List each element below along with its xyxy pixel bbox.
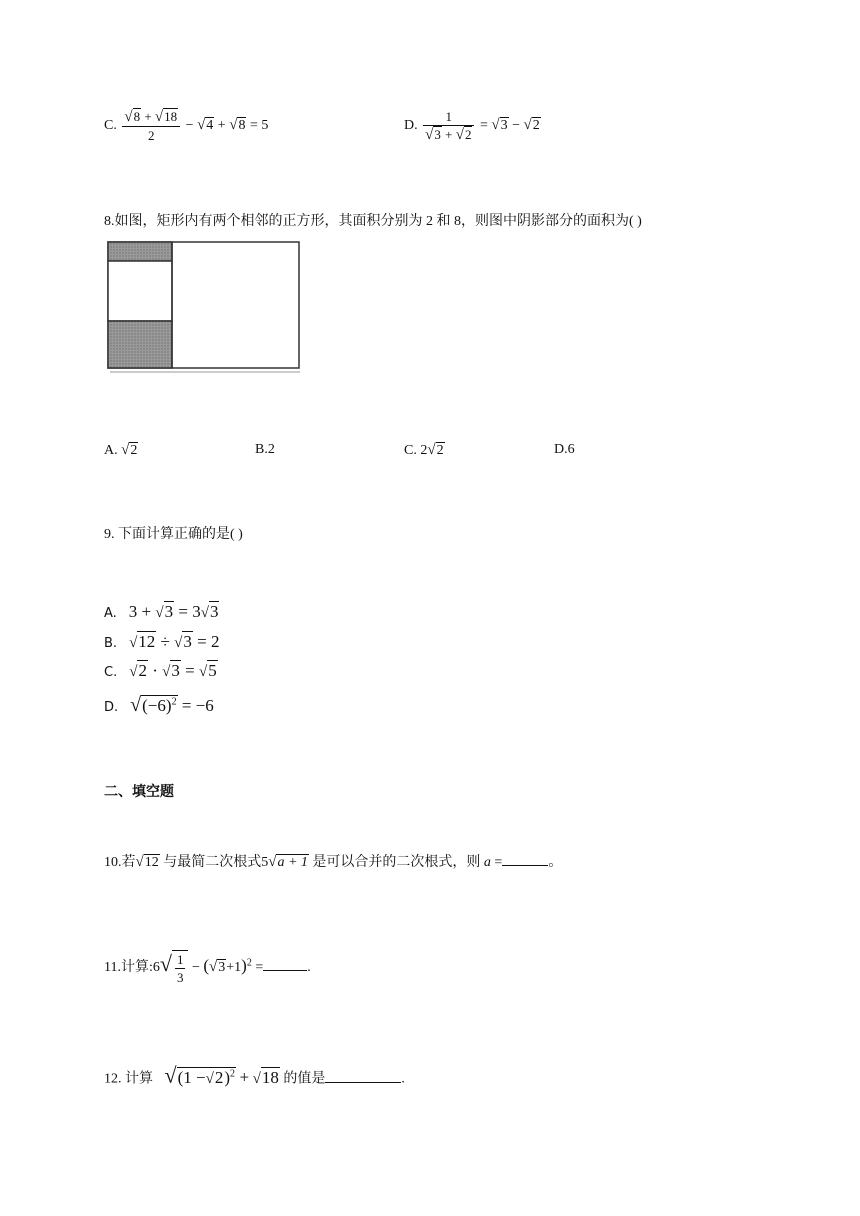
q8-figure <box>104 240 304 376</box>
operator: ÷ <box>160 632 170 651</box>
coefficient: 2 <box>420 443 428 458</box>
question-text: 12. 计算 <box>104 1071 153 1087</box>
sqrt: √3 <box>209 959 226 976</box>
radicand: 3 <box>218 960 226 976</box>
sqrt: √12 <box>135 854 159 870</box>
radicand: 3 <box>183 632 192 651</box>
sqrt: √3 <box>425 127 441 143</box>
exponent: 2 <box>171 696 177 708</box>
result: 2 <box>210 632 220 651</box>
q8-option-a <box>104 440 138 461</box>
option-label: C. <box>104 118 117 134</box>
q9-option-a <box>104 602 219 624</box>
option-label: D. <box>104 700 119 715</box>
equals: = <box>197 632 207 651</box>
question-text: 11.计算: <box>104 960 153 976</box>
shaded-region-top <box>108 242 172 261</box>
question-text: 的值是 <box>283 1071 326 1087</box>
radicand: 3 <box>171 661 180 680</box>
equals: = <box>255 960 264 976</box>
q8-option-d: D.6 <box>554 442 575 457</box>
q9-option-d <box>104 694 214 718</box>
answer-blank[interactable] <box>502 851 548 866</box>
operator: · <box>152 661 158 680</box>
radicand: 4 <box>206 118 214 134</box>
equals: = <box>178 602 188 621</box>
option-label: C. <box>404 443 417 458</box>
option-label: A. <box>104 606 117 621</box>
q8-option-b: B.2 <box>255 442 275 457</box>
coefficient: 6 <box>152 960 160 976</box>
q8-question: 8.如图，矩形内有两个相邻的正方形，其面积分别为 2 和 8，则图中阴影部分的面积为( ) <box>104 214 642 229</box>
sqrt: √12 <box>129 632 156 651</box>
radicand: 2 <box>532 118 540 134</box>
radicand: 2 <box>464 127 472 142</box>
q11-question: 11.计算:6√ $\frac{1}{3}$ − $(√3+1)^2$ = . <box>104 951 311 985</box>
sqrt: √a + 1 <box>268 854 308 870</box>
sqrt: √8 <box>229 117 246 134</box>
radicand: 12 <box>138 632 156 651</box>
equals: = <box>185 661 195 680</box>
punctuation: . <box>401 1071 405 1087</box>
coefficient: 5 <box>261 855 269 870</box>
punctuation: . <box>307 960 311 976</box>
radicand: 3 <box>164 602 174 621</box>
radicand: 2 <box>214 1067 224 1087</box>
operator: − <box>191 960 200 976</box>
denominator: 2 <box>148 128 155 143</box>
equals: = <box>181 696 192 715</box>
radicand: 2 <box>138 661 147 680</box>
answer-blank[interactable] <box>325 1068 401 1083</box>
result: −6 <box>195 696 214 715</box>
q7-option-d <box>404 108 541 144</box>
shaded-region-bottom <box>108 321 172 368</box>
sqrt: √3 <box>200 602 219 621</box>
sqrt: √3 <box>174 632 192 651</box>
sqrt: √3 <box>491 117 508 134</box>
q7-option-c <box>104 108 268 144</box>
radicand: a + 1 <box>277 855 308 870</box>
q9-option-c <box>104 661 218 683</box>
sqrt: $√(-6)^2$ <box>130 694 177 716</box>
operator: − <box>512 118 520 134</box>
punctuation: 。 <box>548 855 563 870</box>
sqrt: √2 <box>427 442 444 458</box>
radicand: 3 <box>500 118 508 134</box>
operator: + <box>217 118 226 134</box>
question-text: 是可以合并的二次根式，则 <box>312 855 481 870</box>
option-label: C. <box>104 665 118 680</box>
q9-question: 9. 下面计算正确的是( ) <box>104 527 243 542</box>
option-label: D. <box>404 118 418 134</box>
radicand: 18 <box>261 1067 279 1087</box>
coefficient: 3 <box>192 602 201 621</box>
radicand: 8 <box>238 118 246 134</box>
q9-option-b <box>104 632 219 654</box>
numerator: 1 <box>423 108 474 126</box>
radicand: 5 <box>208 661 217 680</box>
radicand: 3 <box>434 127 441 142</box>
radicand: 12 <box>144 855 159 870</box>
small-square <box>108 261 172 321</box>
term: 3 <box>128 602 138 621</box>
equals: = <box>249 118 258 134</box>
q10-question <box>104 851 562 873</box>
option-label: B. <box>104 636 118 651</box>
sqrt: √3 <box>162 661 180 680</box>
sqrt: √2 <box>121 442 138 458</box>
sqrt: √2 <box>523 117 540 134</box>
numerator: 1 <box>176 952 184 967</box>
exponent: 2 <box>246 957 252 969</box>
radicand: (−6) <box>142 696 172 715</box>
answer-blank[interactable] <box>263 956 307 971</box>
operator: + <box>239 1067 250 1087</box>
operator: + <box>445 127 453 142</box>
q12-question <box>104 1064 405 1090</box>
sqrt: √8 <box>124 109 141 125</box>
equals: = <box>479 118 488 134</box>
term: +1 <box>226 960 242 976</box>
sqrt: √18 <box>154 109 178 125</box>
radicand: 1 − <box>183 1067 206 1087</box>
option-label: A. <box>104 443 118 458</box>
variable: a <box>483 855 491 870</box>
operator: − <box>185 118 194 134</box>
radicand: 18 <box>164 109 178 124</box>
radicand: 8 <box>133 109 141 124</box>
q8-option-c <box>404 440 445 461</box>
fraction <box>423 108 474 144</box>
question-text: 10.若 <box>104 855 136 870</box>
sqrt: $√(1 -√2)^2$ <box>164 1062 235 1088</box>
sqrt: √2 <box>129 661 147 680</box>
radicand: 2 <box>130 443 138 458</box>
section-title: 二、填空题 <box>104 784 174 800</box>
sqrt: √3 <box>155 602 174 621</box>
radicand: 2 <box>436 443 444 458</box>
question-text: 与最简二次根式 <box>163 855 262 870</box>
sqrt: √ $\frac{1}{3}$ <box>160 950 189 986</box>
sqrt: √2 <box>455 127 472 143</box>
denominator: 3 <box>176 970 184 985</box>
fraction: $\frac{√8 + √18}{2}$ <box>122 108 180 144</box>
sqrt: √18 <box>252 1067 279 1087</box>
sqrt: √2 <box>205 1067 224 1087</box>
sqrt: √4 <box>197 117 214 134</box>
exponent: 2 <box>230 1068 235 1079</box>
sqrt: √5 <box>198 661 217 680</box>
result: 5 <box>261 118 269 134</box>
equals: = <box>494 855 503 870</box>
operator: + <box>141 602 152 621</box>
radicand: 3 <box>209 602 219 621</box>
